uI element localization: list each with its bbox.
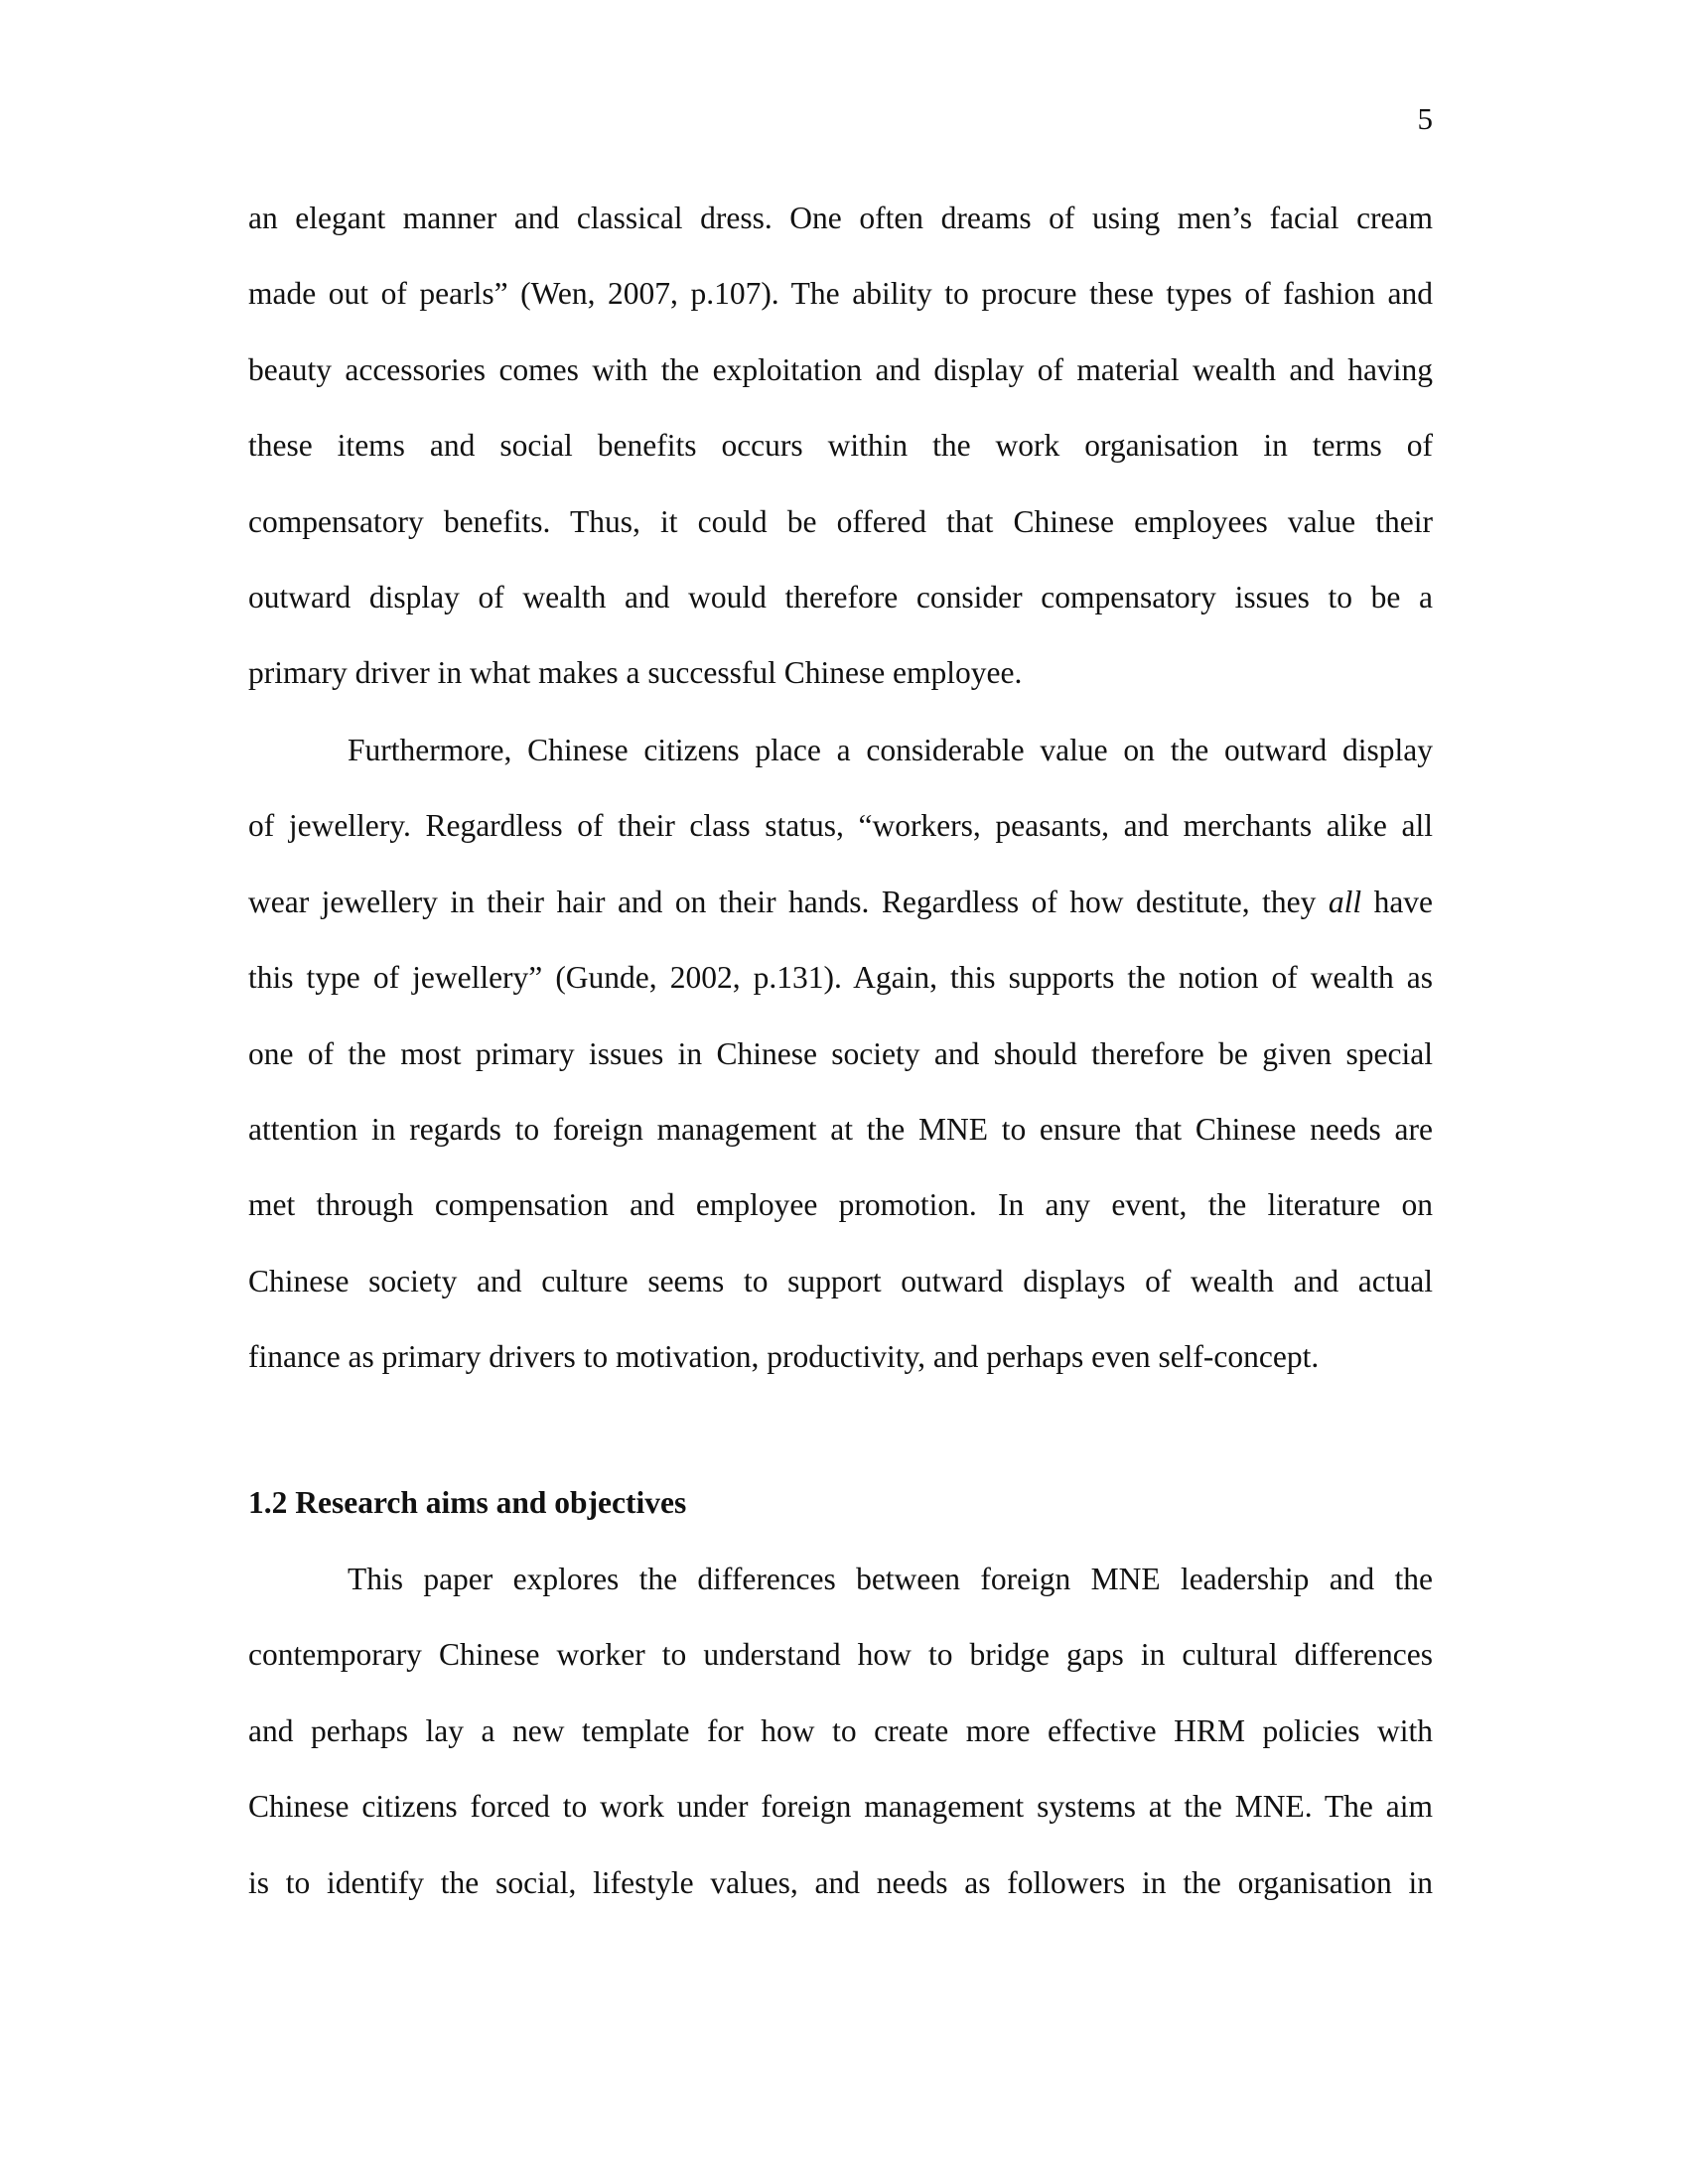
text-line: is to identify the social, lifestyle values, and needs as followers in the organisation in [248, 1864, 1433, 1900]
text-line: Chinese citizens forced to work under foreign management systems at the MNE. The aim [248, 1789, 1433, 1825]
emphasized-word: all [1328, 884, 1362, 919]
section-heading: 1.2 Research aims and objectives [248, 1485, 687, 1520]
text-line: outward display of wealth and would therefore consider compensatory issues to be a [248, 579, 1433, 614]
text-line: met through compensation and employee promotion. In any event, the literature on [248, 1187, 1433, 1223]
text-line: compensatory benefits. Thus, it could be offered that Chinese employees value their [248, 503, 1433, 539]
text-line: one of the most primary issues in Chinese society and should therefore be given special [248, 1035, 1433, 1071]
text-line: these items and social benefits occurs within the work organisation in terms of [248, 428, 1433, 464]
paragraph-jewellery [248, 713, 1433, 1396]
text-line: Furthermore, Chinese citizens place a considerable value on the outward display [348, 733, 1433, 767]
text-line: This paper explores the differences between foreign MNE leadership and the [348, 1562, 1433, 1596]
text-line: and perhaps lay a new template for how to create more effective HRM policies with [248, 1712, 1433, 1748]
text-line: made out of pearls” (Wen, 2007, p.107). The ability to procure these types of fashion and [248, 276, 1433, 312]
paragraph-research-aims [248, 1542, 1433, 1921]
text-line: of jewellery. Regardless of their class status, “workers, peasants, and merchants alike all [248, 808, 1433, 844]
text-line: contemporary Chinese worker to understand how to bridge gaps in cultural differences [248, 1637, 1433, 1673]
text-line: primary driver in what makes a successful Chinese employee. [248, 655, 1023, 691]
text-line: attention in regards to foreign management at the MNE to ensure that Chinese needs are [248, 1111, 1433, 1147]
text-line: an elegant manner and classical dress. One often dreams of using men’s facial cream [248, 201, 1433, 235]
text-line-with-emphasis [248, 865, 1433, 940]
page-number: 5 [1417, 101, 1433, 136]
text-run: have [1373, 884, 1434, 919]
text-line: this type of jewellery” (Gunde, 2002, p.131). Again, this supports the notion of wealth as [248, 960, 1433, 996]
text-line: finance as primary drivers to motivation, productivity, and perhaps even self-concept. [248, 1339, 1320, 1375]
text-line: Chinese society and culture seems to support outward displays of wealth and actual [248, 1263, 1433, 1298]
paragraph-continuation [248, 181, 1433, 712]
text-line: beauty accessories comes with the exploitation and display of material wealth and having [248, 351, 1433, 387]
text-run: wear jewellery in their hair and on their hands. Regardless of how destitute, they [248, 884, 1317, 919]
